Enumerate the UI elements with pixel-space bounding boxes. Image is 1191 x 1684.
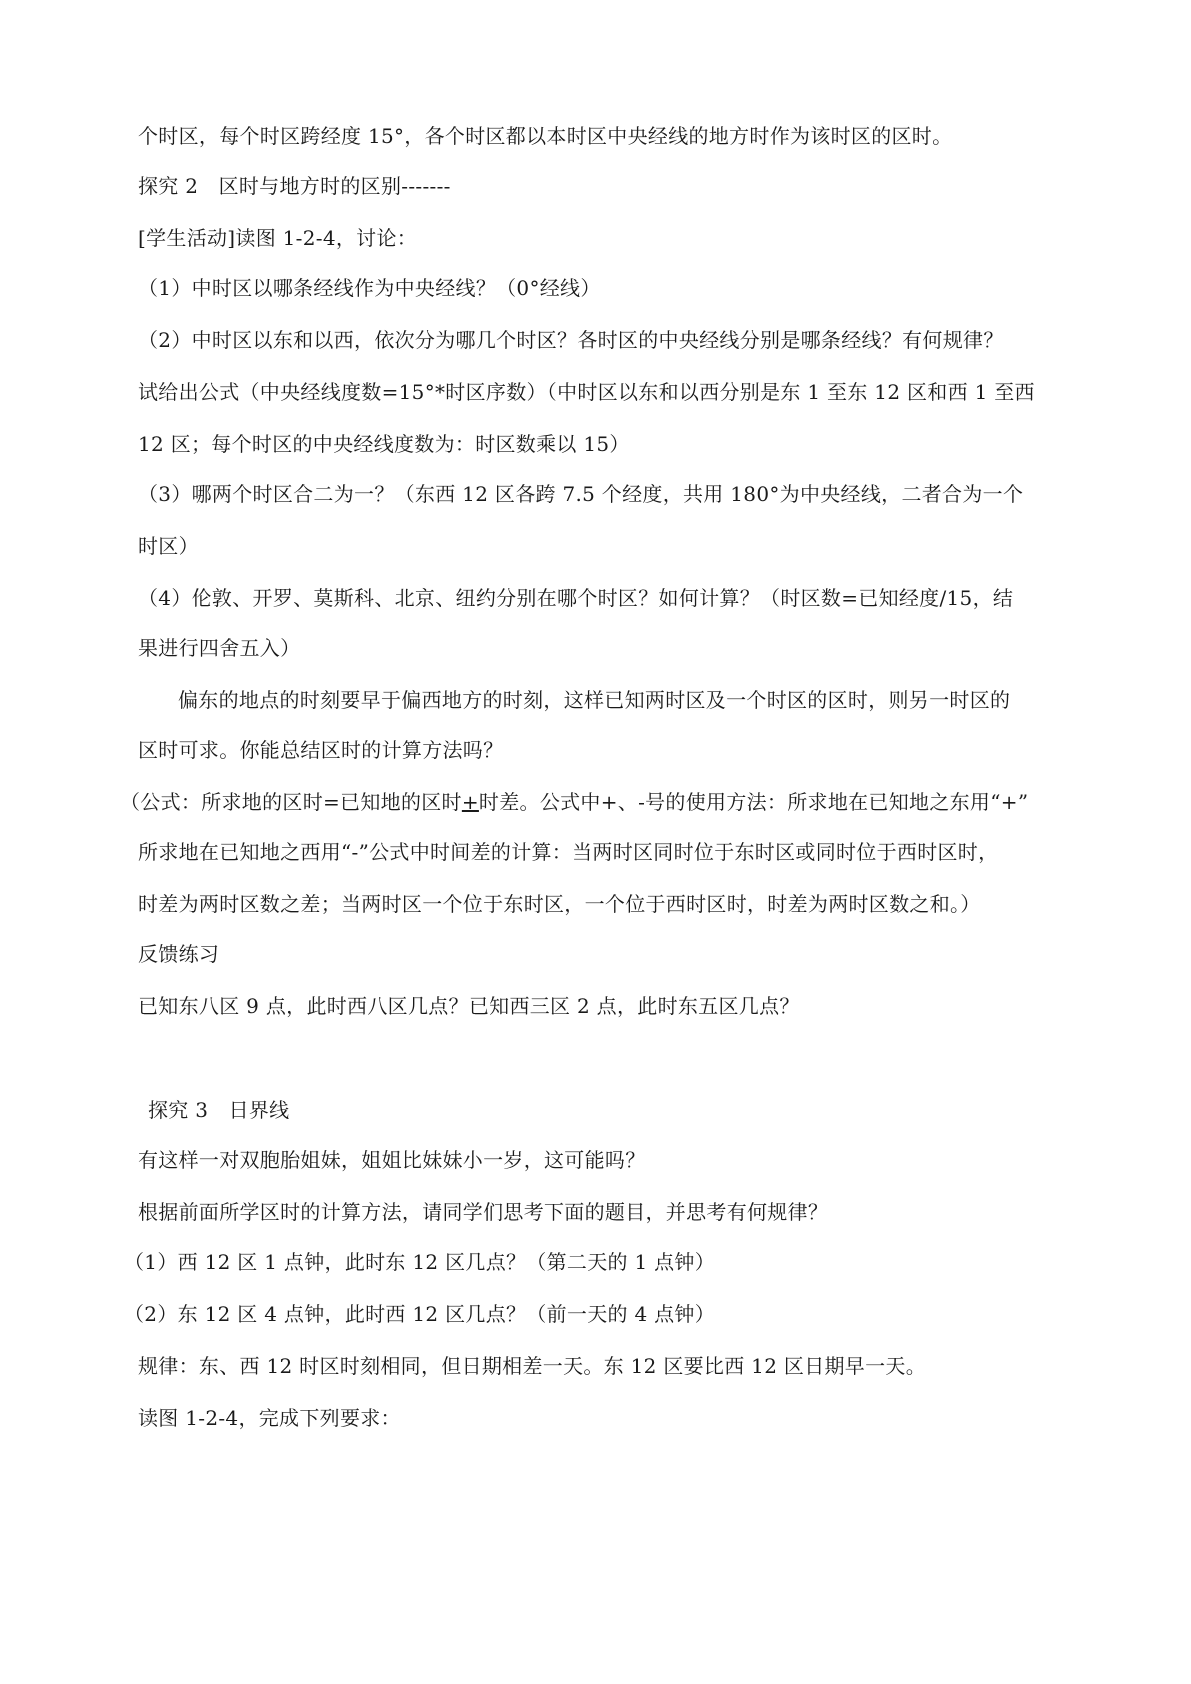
- text-line: （2）中时区以东和以西，依次分为哪几个时区？各时区的中央经线分别是哪条经线？有何规律？: [138, 328, 1004, 352]
- text-line: 根据前面所学区时的计算方法，请同学们思考下面的题目，并思考有何规律？: [138, 1200, 829, 1224]
- text-line: 区时可求。你能总结区时的计算方法吗？: [138, 738, 504, 762]
- text-line: 果进行四舍五入）: [138, 636, 301, 660]
- text-line: 所求地在已知地之西用“-”公式中时间差的计算：当两时区同时位于东时区或同时位于西时区时，: [138, 840, 999, 864]
- formula-before: （公式：所求地的区时=已知地的区时: [120, 790, 462, 814]
- text-line: 时差为两时区数之差；当两时区一个位于东时区，一个位于西时区时，时差为两时区数之和。）: [138, 892, 981, 916]
- text-line: 规律：东、西 12 时区时刻相同，但日期相差一天。东 12 区要比西 12 区日期早一天。: [138, 1354, 926, 1378]
- text-line: 有这样一对双胞胎姐妹，姐姐比妹妹小一岁，这可能吗？: [138, 1148, 646, 1172]
- text-line: [学生活动]读图 1-2-4，讨论：: [138, 226, 418, 250]
- section-heading: 反馈练习: [138, 942, 220, 966]
- text-line: （1）西 12 区 1 点钟，此时东 12 区几点？（第二天的 1 点钟）: [124, 1250, 716, 1274]
- text-line: 读图 1-2-4，完成下列要求：: [138, 1406, 401, 1430]
- text-line: （3）哪两个时区合二为一？（东西 12 区各跨 7.5 个经度，共用 180°为中央经线，二者合为一个: [138, 482, 1024, 506]
- text-line: 12 区；每个时区的中央经线度数为：时区数乘以 15）: [138, 432, 630, 456]
- text-line: 个时区，每个时区跨经度 15°，各个时区都以本时区中央经线的地方时作为该时区的区时。: [138, 124, 953, 148]
- text-line: 已知东八区 9 点，此时西八区几点？已知西三区 2 点，此时东五区几点？: [138, 994, 800, 1018]
- plus-minus-sign: +: [461, 790, 479, 814]
- section-heading: 探究 3 日界线: [148, 1098, 290, 1122]
- formula-line: [120, 788, 1028, 816]
- text-line: 试给出公式（中央经线度数=15°*时区序数）（中时区以东和以西分别是东 1 至东 12 区和西 1 至西: [138, 380, 1035, 404]
- section-heading: 探究 2 区时与地方时的区别-------: [138, 174, 451, 198]
- formula-after: 时差。公式中+、-号的使用方法：所求地在已知地之东用“+”: [478, 790, 1029, 814]
- text-line: 偏东的地点的时刻要早于偏西地方的时刻，这样已知两时区及一个时区的区时，则另一时区的: [178, 688, 1011, 712]
- text-line: （1）中时区以哪条经线作为中央经线？（0°经线）: [138, 276, 601, 300]
- text-line: （2）东 12 区 4 点钟，此时西 12 区几点？（前一天的 4 点钟）: [124, 1302, 716, 1326]
- text-line: 时区）: [138, 534, 199, 558]
- text-line: （4）伦敦、开罗、莫斯科、北京、纽约分别在哪个时区？如何计算？（时区数=已知经度/15，结: [138, 586, 1014, 610]
